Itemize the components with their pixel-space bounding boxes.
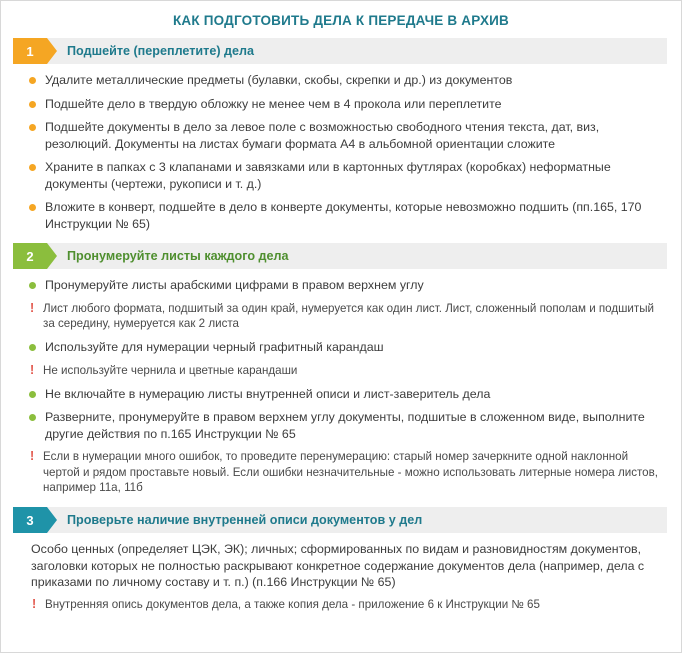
note-item: ! Если в нумерации много ошибок, то проведите перенумерацию: старый номер зачеркните одной наклонной чертой и рядом проставьте новый. Если ошибки незначительные - можно использовать литерные номера листов, например 11а, 11б: [27, 449, 663, 495]
page-title: КАК ПОДГОТОВИТЬ ДЕЛА К ПЕРЕДАЧЕ В АРХИВ: [172, 13, 510, 28]
list-item: Подшейте документы в дело за левое поле с возможностью свободного чтения текста, дат, виз, резолюций. Документы на листах бумаги формата А4 в альбомной ориентации сложите: [27, 119, 663, 152]
list-item: Пронумеруйте листы арабскими цифрами в правом верхнем углу: [27, 277, 663, 294]
list-item: Вложите в конверт, подшейте в дело в конверте документы, которые невозможно подшить (пп.165, 170 Инструкции № 65): [27, 199, 663, 232]
section-header-1: [13, 38, 667, 64]
list-item: Разверните, пронумеруйте в правом верхнем углу документы, подшитые в сложенном виде, выполните другие действия по п.165 Инструкции № 65: [27, 409, 663, 442]
section-header-2: [13, 243, 667, 269]
section-number-1: 1: [13, 38, 47, 64]
section-heading-1: Подшейте (переплетите) дела: [47, 38, 667, 64]
note-item: ! Не используйте чернила и цветные карандаши: [27, 363, 663, 378]
section-2-list: [27, 386, 663, 443]
section-number-3: 3: [13, 507, 47, 533]
section-number-2: 2: [13, 243, 47, 269]
note-item: ! Внутренняя опись документов дела, а также копия дела - приложение 6 к Инструкции № 65: [29, 597, 661, 612]
list-item: Не включайте в нумерацию листы внутренней описи и лист-заверитель дела: [27, 386, 663, 403]
list-item: Используйте для нумерации черный графитный карандаш: [27, 339, 663, 356]
section-2-list: [27, 277, 663, 294]
section-body-3: [1, 533, 681, 624]
section-heading-3: Проверьте наличие внутренней описи документов у дел: [47, 507, 667, 533]
note-item: ! Лист любого формата, подшитый за один край, нумеруется как один лист. Лист, сложенный пополам и подшитый за середину, нумеруется как 2 листа: [27, 301, 663, 332]
section-body-1: [1, 64, 681, 243]
list-item: Удалите металлические предметы (булавки, скобы, скрепки и др.) из документов: [27, 72, 663, 89]
section-header-3: [13, 507, 667, 533]
list-item: Подшейте дело в твердую обложку не менее чем в 4 прокола или переплетите: [27, 96, 663, 113]
section-heading-2: Пронумеруйте листы каждого дела: [47, 243, 667, 269]
section-body-2: [1, 269, 681, 507]
section-2-list: [27, 339, 663, 356]
section-1-list: [27, 72, 663, 232]
list-item: Храните в папках с 3 клапанами и завязками или в картонных футлярах (коробках) неформатные документы (чертежи, рукописи и т. д.): [27, 159, 663, 192]
section-3-paragraph: Особо ценных (определяет ЦЭК, ЭК); личных; сформированных по видам и разновидностям документов, заголовки которых не полностью раскрывают конкретное содержание документов дела (например, дела с приказами по личному составу и т. п.) (п.166 Инструкции № 65): [31, 542, 645, 590]
